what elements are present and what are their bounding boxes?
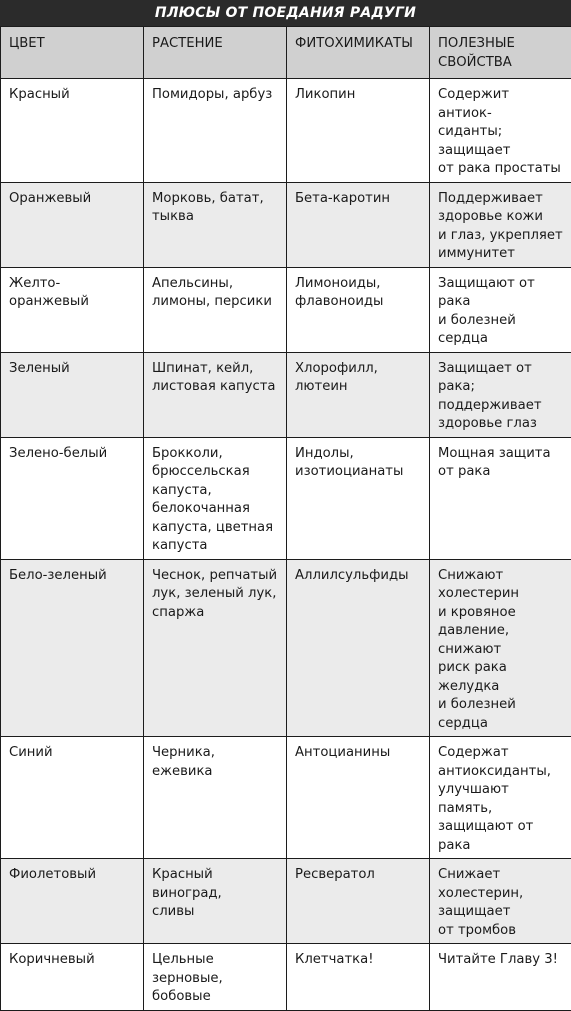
cell-benefit: Защищают от рака и болезней сердца xyxy=(430,267,571,352)
header-plant: РАСТЕНИЕ xyxy=(144,27,287,79)
cell-benefit: Читайте Главу 3! xyxy=(430,944,571,1011)
cell-color: Зелено-белый xyxy=(1,437,144,559)
table-row xyxy=(1,737,571,859)
header-phytochemicals: ФИТОХИМИКАТЫ xyxy=(287,27,430,79)
cell-color: Зеленый xyxy=(1,352,144,437)
cell-phytochemical: Антоцианины xyxy=(287,737,430,859)
rainbow-benefits-table xyxy=(0,26,571,1011)
cell-plant: Морковь, батат, тыква xyxy=(144,182,287,267)
cell-benefit: Содержит антиок- сиданты; защищает от рака простаты xyxy=(430,79,571,183)
cell-phytochemical: Аллилсульфиды xyxy=(287,559,430,737)
cell-color: Красный xyxy=(1,79,144,183)
header-color: ЦВЕТ xyxy=(1,27,144,79)
table-row xyxy=(1,352,571,437)
cell-color: Фиолетовый xyxy=(1,859,144,944)
table-row xyxy=(1,267,571,352)
cell-color: Синий xyxy=(1,737,144,859)
cell-benefit: Мощная защита от рака xyxy=(430,437,571,559)
cell-plant: Помидоры, арбуз xyxy=(144,79,287,183)
cell-plant: Чеснок, репчатый лук, зеленый лук, спаржа xyxy=(144,559,287,737)
cell-phytochemical: Лимоноиды, флавоноиды xyxy=(287,267,430,352)
cell-color: Оранжевый xyxy=(1,182,144,267)
cell-benefit: Снижает холестерин, защищает от тромбов xyxy=(430,859,571,944)
table-row xyxy=(1,437,571,559)
table-row xyxy=(1,182,571,267)
cell-plant: Красный виноград, сливы xyxy=(144,859,287,944)
header-row xyxy=(1,27,571,79)
cell-benefit: Поддерживает здоровье кожи и глаз, укрепляет иммунитет xyxy=(430,182,571,267)
header-benefits: ПОЛЕЗНЫЕ СВОЙСТВА xyxy=(430,27,571,79)
cell-color: Желто-оранжевый xyxy=(1,267,144,352)
cell-benefit: Защищает от рака; поддерживает здоровье глаз xyxy=(430,352,571,437)
cell-plant: Цельные зерновые, бобовые xyxy=(144,944,287,1011)
cell-phytochemical: Клетчатка! xyxy=(287,944,430,1011)
cell-plant: Шпинат, кейл, листовая капуста xyxy=(144,352,287,437)
cell-plant: Апельсины, лимоны, персики xyxy=(144,267,287,352)
cell-phytochemical: Хлорофилл, лютеин xyxy=(287,352,430,437)
cell-plant: Черника, ежевика xyxy=(144,737,287,859)
table-title: ПЛЮСЫ ОТ ПОЕДАНИЯ РАДУГИ xyxy=(0,0,571,26)
cell-phytochemical: Ликопин xyxy=(287,79,430,183)
cell-color: Коричневый xyxy=(1,944,144,1011)
cell-plant: Брокколи, брюссельская капуста, белокочанная капуста, цветная капуста xyxy=(144,437,287,559)
table-row xyxy=(1,859,571,944)
table-row xyxy=(1,944,571,1011)
cell-phytochemical: Индолы, изотиоцианаты xyxy=(287,437,430,559)
table-row xyxy=(1,79,571,183)
cell-phytochemical: Бета-каротин xyxy=(287,182,430,267)
cell-color: Бело-зеленый xyxy=(1,559,144,737)
cell-benefit: Снижают холестерин и кровяное давление, снижают риск рака желудка и болезней сердца xyxy=(430,559,571,737)
table-row xyxy=(1,559,571,737)
cell-benefit: Содержат антиоксиданты, улучшают память, защищают от рака xyxy=(430,737,571,859)
cell-phytochemical: Ресвератол xyxy=(287,859,430,944)
